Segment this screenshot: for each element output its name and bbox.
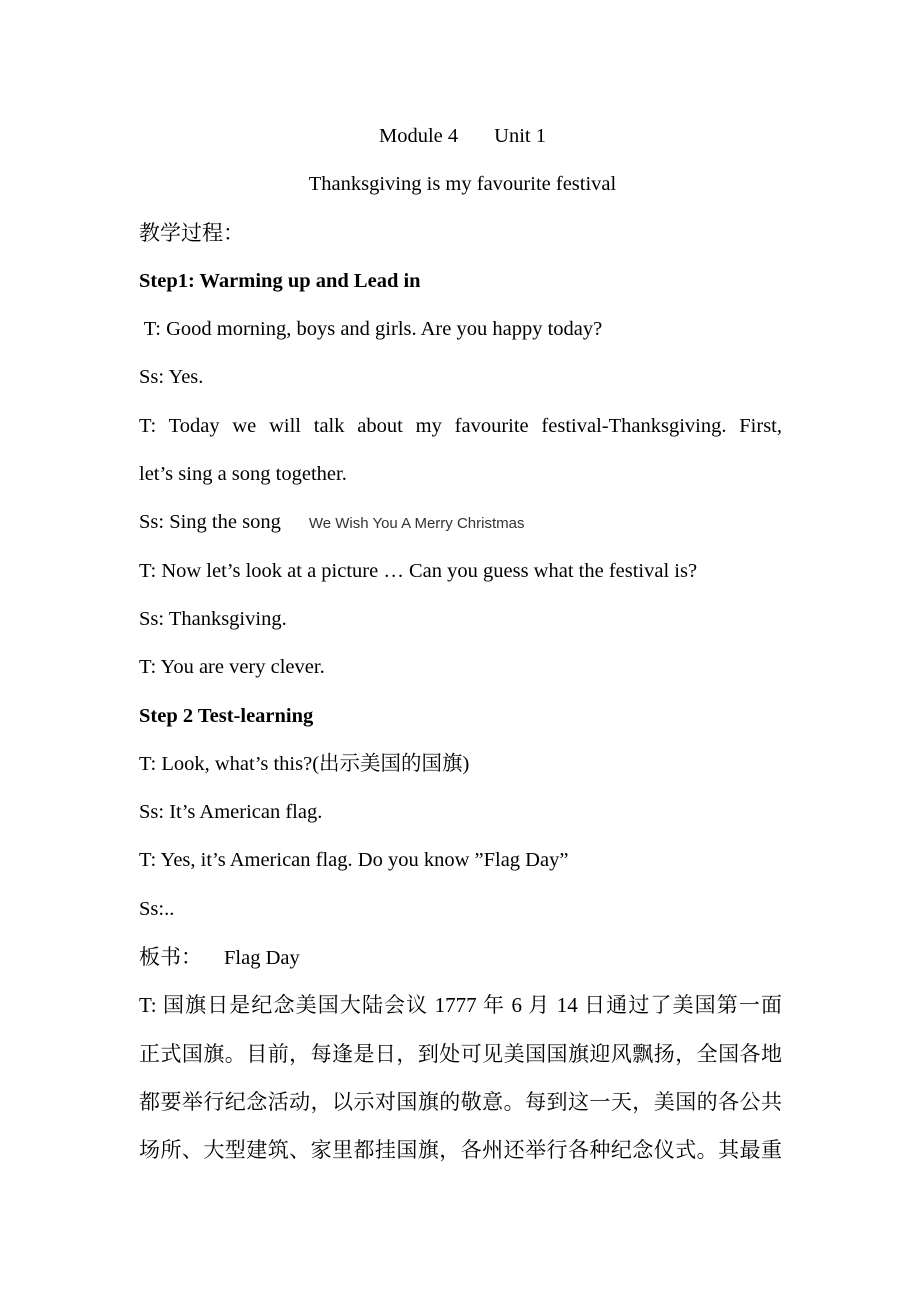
step1-heading: Step1: Warming up and Lead in	[139, 269, 421, 292]
dialogue-line: T: Today we will talk about my favourite festival-Thanksgiving. First,	[139, 414, 782, 437]
unit-label: Unit 1	[494, 125, 546, 147]
dialogue-line-song	[139, 498, 782, 546]
sing-prefix: Ss: Sing the song	[139, 511, 281, 534]
dialogue-line: Ss: Thanksgiving.	[139, 607, 287, 630]
dialogue-line: Ss:..	[139, 897, 175, 920]
dialogue-line: T: Now let’s look at a picture … Can you guess what the festival is?	[139, 559, 698, 582]
dialogue-line: T: Good morning, boys and girls. Are you happy today?	[139, 318, 603, 341]
module-label: Module 4	[379, 125, 459, 147]
paragraph-line: T: 国旗日是纪念美国大陆会议 1777 年 6 月 14 日通过了美国第一面	[139, 993, 782, 1018]
dialogue-line: T: Look, what’s this?(出示美国的国旗)	[139, 752, 470, 775]
board-line	[139, 933, 782, 981]
document-page	[139, 112, 782, 1175]
dialogue-line: T: Yes, it’s American flag. Do you know ”Flag Day”	[139, 849, 569, 872]
paragraph-line: 正式国旗。目前，每逢是日，到处可见美国国旗迎风飘扬，全国各地	[139, 1041, 782, 1066]
song-title: We Wish You A Merry Christmas	[308, 515, 525, 533]
process-heading: 教学过程：	[139, 220, 244, 245]
dialogue-line: T: You are very clever.	[139, 656, 325, 679]
dialogue-line: Ss: It’s American flag.	[139, 801, 323, 824]
paragraph-line: 都要举行纪念活动，以示对国旗的敬意。每到这一天，美国的各公共	[139, 1089, 782, 1114]
board-text: Flag Day	[224, 947, 300, 970]
module-title	[139, 112, 782, 160]
board-label: 板书：	[139, 945, 202, 970]
dialogue-line: Ss: Yes.	[139, 366, 204, 389]
dialogue-line: let’s sing a song together.	[139, 463, 347, 486]
paragraph-line: 场所、大型建筑、家里都挂国旗，各州还举行各种纪念仪式。其最重	[139, 1138, 782, 1163]
lesson-title: Thanksgiving is my favourite festival	[308, 173, 617, 196]
step2-heading: Step 2 Test-learning	[139, 704, 314, 727]
